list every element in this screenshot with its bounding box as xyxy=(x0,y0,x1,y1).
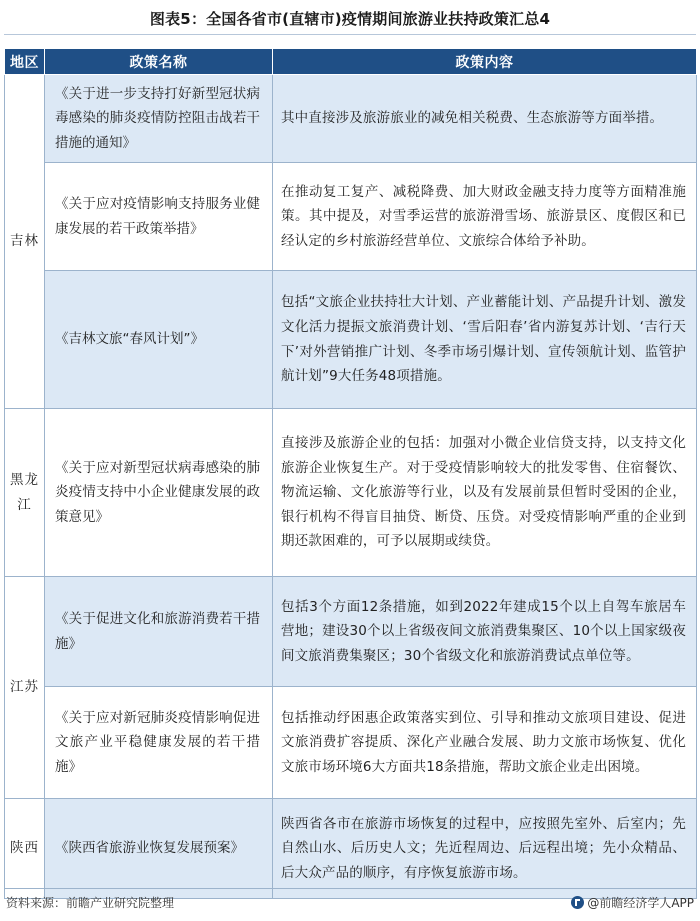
policy-name-cell: 《陕西省旅游业恢复发展预案》 xyxy=(45,799,273,899)
policy-table xyxy=(4,48,697,899)
table-row xyxy=(5,409,697,577)
brand-logo-icon xyxy=(571,896,584,909)
policy-content-cell: 其中直接涉及旅游旅业的减免相关税费、生态旅游等方面举措。 xyxy=(273,75,697,163)
policy-content-cell: 在推动复工复产、减税降费、加大财政金融支持力度等方面精准施策。其中提及，对雪季运营的旅游滑雪场、旅游景区、度假区和已经认定的乡村旅游经营单位、文旅综合体给予补助。 xyxy=(273,163,697,271)
table-row xyxy=(5,577,697,687)
policy-name-cell: 《吉林文旅“春风计划”》 xyxy=(45,271,273,409)
policy-name-cell: 《关于促进文化和旅游消费若干措施》 xyxy=(45,577,273,687)
table-row xyxy=(5,799,697,899)
footer xyxy=(6,894,694,914)
policy-name-cell: 《关于应对新型冠状病毒感染的肺炎疫情支持中小企业健康发展的政策意见》 xyxy=(45,409,273,577)
brand-credit xyxy=(571,894,694,911)
source-note: 资料来源：前瞻产业研究院整理 xyxy=(6,896,175,910)
region-cell: 黑龙江 xyxy=(5,409,45,577)
policy-name-cell: 《关于应对疫情影响支持服务业健康发展的若干政策举措》 xyxy=(45,163,273,271)
chart-title: 图表5：全国各省市(直辖市)疫情期间旅游业扶持政策汇总4 xyxy=(149,10,551,28)
table-row xyxy=(5,271,697,409)
header-policy-name: 政策名称 xyxy=(45,49,273,75)
region-cell: 陕西 xyxy=(5,799,45,899)
policy-name-cell: 《关于进一步支持打好新型冠状病毒感染的肺炎疫情防控阻击战若干措施的通知》 xyxy=(45,75,273,163)
table-row xyxy=(5,687,697,799)
table-row xyxy=(5,75,697,163)
policy-content-cell: 包括3个方面12条措施，如到2022年建成15个以上自驾车旅居车营地；建设30个以上省级夜间文旅消费集聚区、10个以上国家级夜间文旅消费集聚区；30个省级文化和旅游消费试点单位等。 xyxy=(273,577,697,687)
header-policy-content: 政策内容 xyxy=(273,49,697,75)
region-cell: 吉林 xyxy=(5,75,45,409)
policy-content-cell: 陕西省各市在旅游市场恢复的过程中，应按照先室外、后室内；先自然山水、后历史人文；先近程周边、后远程出境；先小众精品、后大众产品的顺序，有序恢复旅游市场。 xyxy=(273,799,697,899)
table-header-row xyxy=(5,49,697,75)
policy-content-cell: 直接涉及旅游企业的包括：加强对小微企业信贷支持，以支持文化旅游企业恢复生产。对于受疫情影响较大的批发零售、住宿餐饮、物流运输、文化旅游等行业，以及有发展前景但暂时受困的企业，银行机构不得盲目抽贷、断贷、压贷。对受疫情影响严重的企业到期还款困难的，可予以展期或续贷。 xyxy=(273,409,697,577)
policy-name-cell: 《关于应对新冠肺炎疫情影响促进文旅产业平稳健康发展的若干措施》 xyxy=(45,687,273,799)
table-row xyxy=(5,163,697,271)
policy-content-cell: 包括“文旅企业扶持壮大计划、产业蓄能计划、产品提升计划、激发文化活力提振文旅消费计划、‘雪后阳春’省内游复苏计划、‘吉行天下’对外营销推广计划、冬季市场引爆计划、宣传领航计划、监管护航计划”9大任务48项措施。 xyxy=(273,271,697,409)
title-divider xyxy=(4,34,696,35)
footer-divider xyxy=(4,888,696,889)
brand-credit-text: @前瞻经济学人APP xyxy=(587,896,694,910)
region-cell: 江苏 xyxy=(5,577,45,799)
policy-content-cell: 包括推动纾困惠企政策落实到位、引导和推动文旅项目建设、促进文旅消费扩容提质、深化产业融合发展、助力文旅市场恢复、优化文旅市场环境6大方面共18条措施，帮助文旅企业走出困境。 xyxy=(273,687,697,799)
header-region: 地区 xyxy=(5,49,45,75)
